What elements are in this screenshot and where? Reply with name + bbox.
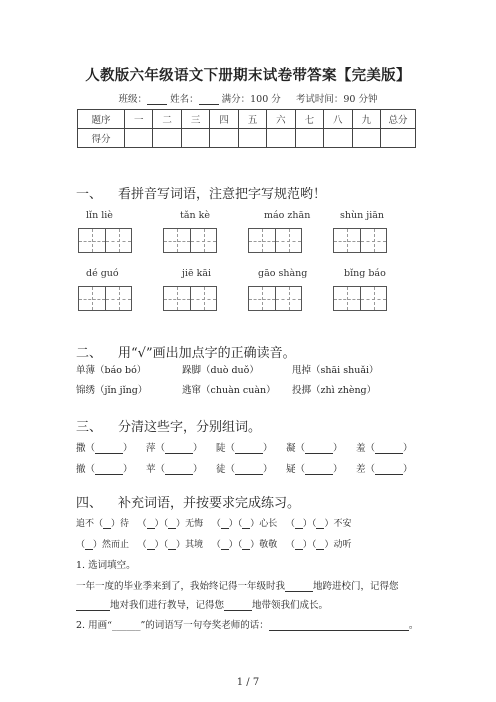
- character: 苹: [146, 464, 156, 475]
- idiom-text: （: [137, 540, 147, 550]
- pinyin-label: bǐng báo: [344, 268, 386, 279]
- writing-grid[interactable]: [163, 286, 217, 311]
- pinyin-options[interactable]: （duò duǒ）: [201, 365, 259, 376]
- word-group-item: 羞（ ）: [356, 443, 413, 454]
- sentence-text: 地带领我们成长。: [252, 600, 329, 611]
- writing-grid[interactable]: [333, 228, 387, 253]
- section3-heading: [76, 416, 261, 435]
- writing-grid[interactable]: [78, 286, 132, 311]
- fill-sentence: [76, 578, 399, 592]
- underscore-marker: ______: [111, 620, 141, 631]
- score-header-cell: 七: [295, 110, 323, 129]
- answer-blank[interactable]: [95, 443, 123, 454]
- pinyin-label: jiē kāi: [182, 268, 212, 279]
- question-label: 1. 选词填空。: [76, 560, 136, 571]
- score-header-cell: 九: [352, 110, 381, 129]
- answer-blank[interactable]: [85, 539, 93, 550]
- character: 差: [356, 464, 366, 475]
- answer-blank[interactable]: [235, 443, 263, 454]
- idiom-text: ）（: [154, 519, 169, 529]
- answer-blank[interactable]: [224, 600, 252, 611]
- section4-heading: [76, 492, 300, 511]
- idiom-text: ）不安: [324, 519, 352, 529]
- writing-grid[interactable]: [248, 286, 302, 311]
- character: 陡: [216, 443, 226, 454]
- section-number: 四、: [76, 496, 103, 511]
- answer-blank[interactable]: [165, 464, 193, 475]
- word: 逃窜: [182, 385, 202, 396]
- reading-item: [292, 362, 379, 376]
- character: 撤: [76, 464, 86, 475]
- answer-blank[interactable]: [285, 581, 313, 592]
- pinyin-label: máo zhān: [264, 210, 311, 221]
- answer-blank[interactable]: [269, 620, 409, 631]
- sentence-text: 地对我们进行教导，记得您: [110, 600, 225, 611]
- reading-item: [292, 382, 376, 396]
- section-title: 分清这些字，分别组词。: [118, 420, 262, 435]
- score-cell[interactable]: [153, 129, 181, 148]
- idiom-text: ）无悔: [176, 519, 204, 529]
- score-cell[interactable]: [238, 129, 266, 148]
- word: 单薄: [76, 365, 96, 376]
- section-title: 看拼音写词语，注意把字写规范哟！: [118, 187, 327, 202]
- section-number: 三、: [76, 420, 103, 435]
- character: 羞: [356, 443, 366, 454]
- answer-blank[interactable]: [168, 518, 176, 529]
- word-group-item: 差（ ）: [356, 464, 413, 475]
- word-group-item: 疑（ ）: [286, 464, 343, 475]
- word-group-item: 凝（ ）: [286, 443, 343, 454]
- idiom-text: （: [137, 519, 147, 529]
- sentence-text: 地跨进校门，记得您: [313, 581, 399, 592]
- idiom-text: （: [211, 540, 221, 550]
- answer-blank[interactable]: [221, 539, 229, 550]
- reading-item: [182, 362, 259, 376]
- idiom-text: ）敬敬: [250, 540, 278, 550]
- pinyin-label: shùn jiān: [340, 210, 385, 221]
- pinyin-label: lǐn liè: [86, 210, 113, 221]
- writing-grid[interactable]: [333, 286, 387, 311]
- word-group-item: 陡（ ）: [216, 443, 273, 454]
- section-title: 用“√”画出加点字的正确读音。: [118, 346, 296, 361]
- answer-blank[interactable]: [235, 464, 263, 475]
- question-text: ”的词语写一句夸奖老师的话：: [140, 620, 269, 631]
- score-cell[interactable]: [295, 129, 323, 148]
- reading-item: [76, 382, 147, 396]
- word-group-item: 萍（ ）: [146, 443, 203, 454]
- score-row-label: 得分: [78, 129, 125, 148]
- character: 撒: [76, 443, 86, 454]
- answer-blank[interactable]: [221, 518, 229, 529]
- answer-blank[interactable]: [147, 539, 155, 550]
- class-blank[interactable]: [147, 94, 167, 105]
- answer-blank[interactable]: [305, 443, 333, 454]
- answer-blank[interactable]: [103, 518, 111, 529]
- word: 甩掉: [292, 365, 312, 376]
- idiom-text: ）动听: [324, 540, 352, 550]
- pinyin-label: dé guó: [86, 268, 119, 279]
- score-header-cell: 六: [267, 110, 295, 129]
- answer-blank[interactable]: [305, 464, 333, 475]
- section-title: 补充词语，并按要求完成练习。: [118, 496, 301, 511]
- word-group-item: 苹（ ）: [146, 464, 203, 475]
- class-label: 班级：: [118, 94, 148, 105]
- score-header-cell: 一: [125, 110, 153, 129]
- idiom-text: ）其境: [176, 540, 204, 550]
- answer-blank[interactable]: [165, 443, 193, 454]
- answer-blank[interactable]: [168, 539, 176, 550]
- page-number: 1 / 7: [236, 677, 260, 688]
- answer-blank[interactable]: [295, 539, 303, 550]
- pinyin-options[interactable]: （zhì zhèng）: [311, 385, 377, 396]
- page-title: 人教版六年级语文下册期末试卷带答案【完美版】: [85, 67, 411, 84]
- answer-blank[interactable]: [375, 464, 403, 475]
- pinyin-label: tǎn kè: [180, 210, 210, 221]
- score-header-cell: 二: [153, 110, 181, 129]
- idiom-text: （: [285, 540, 295, 550]
- word-group-item: 撒（ ）: [76, 443, 133, 454]
- idiom-text: ）心长: [250, 519, 278, 529]
- reading-item: [182, 382, 276, 396]
- idiom-text: ）（: [302, 540, 317, 550]
- name-blank[interactable]: [199, 94, 219, 105]
- pinyin-label: gāo shàng: [258, 268, 308, 279]
- writing-grid[interactable]: [163, 228, 217, 253]
- fill-sentence: [76, 597, 328, 611]
- score-cell[interactable]: [125, 129, 153, 148]
- idiom-text: （: [76, 540, 86, 550]
- section2-heading: [76, 342, 296, 361]
- idiom-text: ）（: [154, 540, 169, 550]
- question-2: [76, 617, 418, 631]
- answer-blank[interactable]: [95, 464, 123, 475]
- score-header-row: [78, 110, 416, 129]
- answer-blank[interactable]: [375, 443, 403, 454]
- score-cell[interactable]: [381, 129, 416, 148]
- idiom-line: [76, 537, 351, 550]
- pinyin-options[interactable]: （shāi shuǎi）: [311, 365, 379, 376]
- word-group-item: 徒（ ）: [216, 464, 273, 475]
- score-header-cell: 八: [324, 110, 352, 129]
- idiom-text: （: [211, 519, 221, 529]
- score-header-cell: 四: [210, 110, 238, 129]
- word: 投掷: [292, 385, 312, 396]
- score-header-cell: 三: [181, 110, 209, 129]
- word-group-item: 撤（ ）: [76, 464, 133, 475]
- answer-blank[interactable]: [76, 600, 110, 611]
- character: 疑: [286, 464, 296, 475]
- score-cell[interactable]: [352, 129, 381, 148]
- word: 锦绣: [76, 385, 96, 396]
- pinyin-options[interactable]: （jǐn jǐng）: [95, 385, 148, 396]
- idiom-text: ）待: [111, 519, 130, 529]
- character: 徒: [216, 464, 226, 475]
- character: 凝: [286, 443, 296, 454]
- pinyin-options[interactable]: （chuàn cuàn）: [201, 385, 276, 396]
- question-text: 。: [408, 620, 419, 631]
- score-cell[interactable]: [181, 129, 209, 148]
- exam-info: [0, 91, 496, 105]
- idiom-text: ）（: [302, 519, 317, 529]
- section-number: 一、: [76, 187, 103, 202]
- word: 跺脚: [182, 365, 202, 376]
- idiom-text: 追不（: [76, 519, 104, 529]
- reading-item: [76, 362, 146, 376]
- idiom-text: ）然而止: [93, 540, 130, 550]
- full-score: 满分：100 分: [221, 94, 281, 105]
- score-header-cell: 总分: [381, 110, 416, 129]
- answer-blank[interactable]: [147, 518, 155, 529]
- exam-time: 考试时间：90 分钟: [295, 94, 378, 105]
- score-row: [78, 129, 416, 148]
- idiom-text: ）（: [228, 540, 243, 550]
- sentence-text: 一年一度的毕业季来到了，我始终记得一年级时我: [76, 581, 286, 592]
- idiom-line: [76, 516, 351, 529]
- answer-blank[interactable]: [295, 518, 303, 529]
- idiom-text: （: [285, 519, 295, 529]
- score-cell[interactable]: [324, 129, 352, 148]
- writing-grid[interactable]: [78, 228, 132, 253]
- score-header-cell: 题序: [78, 110, 125, 129]
- section-number: 二、: [76, 346, 103, 361]
- score-cell[interactable]: [267, 129, 295, 148]
- pinyin-options[interactable]: （báo bó）: [95, 365, 147, 376]
- score-table: [77, 109, 416, 148]
- writing-grid[interactable]: [248, 228, 302, 253]
- name-label: 姓名：: [170, 94, 199, 105]
- idiom-text: ）（: [228, 519, 243, 529]
- score-header-cell: 五: [238, 110, 266, 129]
- character: 萍: [146, 443, 156, 454]
- section1-heading: [76, 183, 326, 202]
- question-text: 2. 用画“: [76, 620, 112, 631]
- score-cell[interactable]: [210, 129, 238, 148]
